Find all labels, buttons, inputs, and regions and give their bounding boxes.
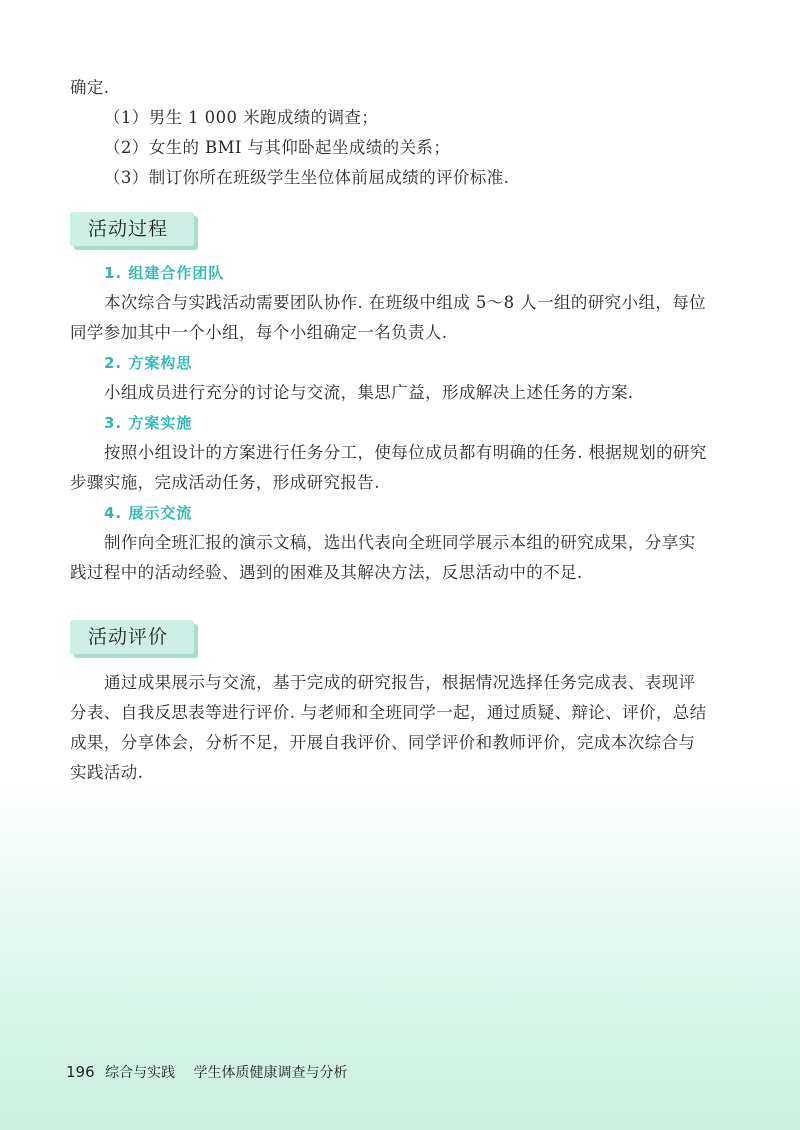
step-text-4: 制作向全班汇报的演示文稿，选出代表向全班同学展示本组的研究成果，分享实践过程中的活动经验、遇到的困难及其解决方法，反思活动中的不足. <box>70 533 696 582</box>
task-item-3: （3）制订你所在班级学生坐位体前屈成绩的评价标准. <box>104 168 510 187</box>
page-number: 196 <box>66 1063 95 1081</box>
evaluation-block <box>70 668 710 788</box>
step-text-2: 小组成员进行充分的讨论与交流，集思广益，形成解决上述任务的方案. <box>104 383 634 402</box>
section-title-process: 活动过程 <box>88 218 169 240</box>
section-heading-evaluation <box>70 620 194 654</box>
footer-chapter: 学生体质健康调查与分析 <box>193 1065 348 1081</box>
page-footer <box>66 1062 348 1082</box>
process-steps <box>70 258 710 588</box>
task-item-1: （1）男生 1 000 米跑成绩的调查； <box>104 108 379 127</box>
section-heading-process <box>70 212 194 246</box>
step-text-1: 本次综合与实践活动需要团队协作. 在班级中组成 5～8 人一组的研究小组，每位同学参加其中一个小组，每个小组确定一名负责人. <box>70 293 707 342</box>
footer-section: 综合与实践 <box>105 1065 176 1081</box>
task-item-2: （2）女生的 BMI 与其仰卧起坐成绩的关系； <box>104 138 451 157</box>
step-text-3: 按照小组设计的方案进行任务分工，使每位成员都有明确的任务. 根据规划的研究步骤实施，完成活动任务，形成研究报告. <box>70 443 707 492</box>
step-heading-2: 2. 方案构思 <box>104 354 193 372</box>
intro-block <box>70 73 710 193</box>
step-heading-3: 3. 方案实施 <box>104 414 193 432</box>
section-title-evaluation: 活动评价 <box>88 626 169 648</box>
step-heading-4: 4. 展示交流 <box>104 504 193 522</box>
intro-continuation: 确定. <box>70 78 110 97</box>
evaluation-text: 通过成果展示与交流，基于完成的研究报告，根据情况选择任务完成表、表现评分表、自我反思表等进行评价. 与老师和全班同学一起，通过质疑、辩论、评价，总结成果，分享体会，分析不足，开展自我评价、同学评价和教师评价，完成本次综合与实践活动. <box>70 673 707 782</box>
step-heading-1: 1. 组建合作团队 <box>104 264 225 282</box>
